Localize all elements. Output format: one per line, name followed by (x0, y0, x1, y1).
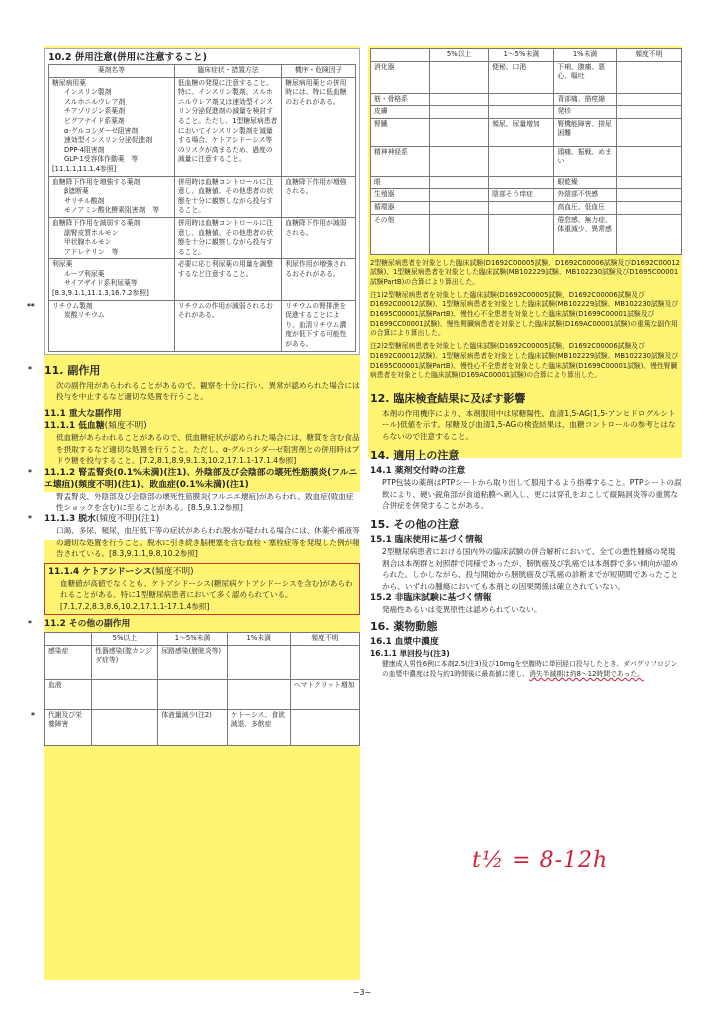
section-15-2-title: 15.2 非臨床試験に基づく情報 (370, 593, 492, 604)
table-header: 機序・危険因子 (282, 65, 356, 78)
table-cell: 尿路感染(膀胱炎等) (158, 645, 227, 679)
drug-name: モノアミン酸化酵素阻害剤 等 (64, 206, 160, 215)
paragraph-text: 健康成人男性6例に本剤2.5(注3)及び10mgを空腹時に単回経口投与したとき、ダパグリフロジンの血漿中濃度は投与約1時間後に最高値に達し、 (382, 660, 678, 679)
table-cell: 循環器 (371, 201, 430, 214)
section-11-1-2-title: 11.1.2 腎盂腎炎(0.1%未満)(注1)、外陰部及び会陰部の壊死性筋膜炎(フルニエ壊疽)(頻度不明)(注1)、敗血症(0.1%未満)(注1) (44, 467, 358, 490)
drug-name: インスリン製剤 (64, 88, 112, 97)
table-cell: 陰部そう痒症 (489, 189, 554, 202)
table-cell: その他 (371, 214, 430, 254)
adverse-event-table-right (370, 48, 682, 255)
table-cell (92, 679, 158, 709)
revision-mark: * (31, 710, 35, 720)
drug-name: ビグアナイド系薬剤 (64, 116, 125, 125)
section-14 (370, 448, 682, 511)
table-row (49, 259, 356, 300)
section-16 (370, 619, 682, 679)
symptom-cell: 併用時は血糖コントロールに注意し、血糖値、その他患者の状態を十分に観察しながら投与すること。 (174, 176, 281, 217)
table-cell (616, 61, 681, 93)
left-column (27, 48, 360, 746)
table-header: 頻度不明 (290, 632, 359, 645)
table-cell: 頻尿、尿量増加 (489, 118, 554, 146)
symptom-cell: 低血糖の発現に注意すること。特に、インスリン製剤、スルホニルウレア剤又は速効型インスリン分泌促進剤の減量を検討すること。ただし、1型糖尿病患者においてインスリン製剤を減量する場合、ケトアシドーシス等のリスクが高まるため、過度の減量に注意すること。 (174, 77, 281, 176)
table-cell: 血液 (45, 679, 92, 709)
table-cell: 便秘、口渇 (489, 61, 554, 93)
table-header: 1〜5%未満 (158, 632, 227, 645)
table-cell (616, 201, 681, 214)
drug-name: 炭酸リチウム (64, 311, 105, 320)
section-11-1-1-text: 低血糖があらわれることがあるので、低血糖症状が認められた場合には、糖質を含む食品を摂取するなど適切な処置を行うこと。ただし、α-グルコシダーゼ阻害剤との併用時はブドウ糖を投与すること。[7.2,8.1,8.9,9.1.3,10.2,17.1.1-17.1.4参照] (56, 433, 360, 466)
revision-mark: * (28, 467, 32, 477)
drug-name: β遮断薬 (64, 187, 89, 196)
section-11-1-3-title (44, 513, 360, 525)
table-cell (290, 645, 359, 679)
footnote-2: 注2)2型糖尿病患者を対象とした臨床試験(D1692C00005試験、D1692C00006試験及びD1692C00012試験)、1型糖尿病患者を対象とした臨床試験(MB102229試験、MB102230試験及びD1695C00001試験PartB)、慢性心不全患者を対象とした臨床試験(D1699C00001試験)、慢性腎臓病患者を対象とした臨床試験(D169AC00001試験)の合算により算出した。 (370, 342, 679, 380)
table-cell: 精神神経系 (371, 146, 430, 176)
drug-name: 速効型インスリン分泌促進剤 (64, 136, 153, 145)
table-header-row (49, 65, 356, 78)
table-cell (31, 709, 92, 745)
table-cell (227, 645, 290, 679)
section-11-1-4-text: 血糖値が高値でなくとも、ケトアシドーシス(糖尿病ケトアシドーシスを含む)があらわれることがある。特に1型糖尿病患者において多く認められている。[7.1,7.2,8.3,8.6,10.2,17.1.1-17.1.4参照] (60, 578, 353, 611)
table-cell: 頭痛、振戦、めまい (554, 146, 616, 176)
mechanism-cell: 血糖降下作用が減弱される。 (282, 217, 356, 258)
section-15 (370, 517, 682, 615)
table-cell: 体液量減少(注2) (158, 709, 227, 745)
table-cell (616, 106, 681, 119)
section-11-1-4-title (48, 566, 356, 578)
section-11-2-title: 11.2 その他の副作用 (44, 618, 131, 629)
footnote: 2型糖尿病患者を対象とした臨床試験(D1692C00005試験、D1692C00006試験及びD1692C00012試験)、1型糖尿病患者を対象とした臨床試験(MB102229試験、MB102230試験及びD1695C00001試験PartB)の合算により算出した。 (370, 258, 681, 286)
page-number: −3− (352, 988, 372, 997)
adverse-event-table-left (31, 632, 360, 746)
table-row (49, 176, 356, 217)
table-cell (92, 709, 158, 745)
table-row (371, 93, 682, 106)
section-15-1-text: 2型糖尿病患者における国内外の臨床試験の併合解析において、全ての悪性腫瘍の発現割合は本剤群と対照群で同様であったが、膀胱癌及び乳癌では本剤群で多い傾向が認められた。しかしながら、投与開始から膀胱癌及び乳癌の診断までが短期間であったことから、いずれの腫瘍においても本剤との因果関係は確立されていない。 (382, 547, 679, 591)
table-cell (616, 93, 681, 106)
drug-name: 血糖降下作用を減弱する薬剤 (52, 218, 141, 227)
section-11-1-2 (28, 467, 360, 514)
section-12-title: 12. 臨床検査結果に及ぼす影響 (370, 392, 526, 405)
drug-name: サイアザイド系利尿薬等 (64, 279, 138, 288)
drug-name: スルホニルウレア剤 (64, 97, 126, 106)
drug-cell (49, 77, 175, 176)
drug-name: ループ利尿薬 (64, 269, 105, 278)
table-header (45, 632, 92, 645)
section-11-1-4-box (44, 563, 360, 615)
section-15-2-text: 発癌性あるいは変異原性は認められていない。 (382, 605, 542, 615)
section-11-intro: 次の副作用があらわれることがあるので、観察を十分に行い、異常が認められた場合には投与を中止するなど適切な処置を行うこと。 (56, 380, 360, 402)
table-cell (489, 214, 554, 254)
drug-name: DPP-4阻害剤 (64, 145, 105, 154)
drug-name: 甲状腺ホルモン (64, 238, 112, 247)
table-row (371, 176, 682, 189)
revision-mark: * (28, 364, 32, 374)
section-12 (370, 391, 682, 442)
table-cell (616, 189, 681, 202)
drug-name: リチウム製剤 (52, 301, 93, 310)
handwritten-annotation: t½ = 8-12h (472, 848, 609, 873)
table-cell (430, 189, 489, 202)
drug-name: 副腎皮質ホルモン (64, 228, 119, 237)
table-row (371, 61, 682, 93)
table-cell: 外陰部不快感 (554, 189, 616, 202)
table-cell: 生殖器 (371, 189, 430, 202)
table-header: 5%以上 (430, 49, 489, 62)
table-row (45, 709, 360, 745)
table-row (371, 106, 682, 119)
table-cell: 感染症 (45, 645, 92, 679)
drug-name: 糖尿病用薬 (52, 78, 86, 87)
drug-name: アドレナリン 等 (64, 247, 119, 256)
table-cell: ヘマトクリット増加 (290, 679, 359, 709)
table-row (371, 201, 682, 214)
table-cell (430, 61, 489, 93)
table-cell: 眼乾燥 (554, 176, 616, 189)
table-cell (616, 214, 681, 254)
table-cell (290, 709, 359, 745)
table-row (49, 217, 356, 258)
section-15-title: 15. その他の注意 (370, 518, 460, 532)
table-row (371, 214, 682, 254)
symptom-cell: 併用時は血糖コントロールに注意し、血糖値、その他患者の状態を十分に観察しながら投与すること。 (174, 217, 281, 258)
revision-mark: ** (27, 301, 35, 311)
drug-cell (27, 300, 175, 351)
section-16-1-title: 16.1 血漿中濃度 (370, 637, 439, 648)
table-header: 薬剤名等 (49, 65, 175, 78)
table-cell: 腎臓 (371, 118, 430, 146)
table-row (371, 146, 682, 176)
table-cell (489, 146, 554, 176)
reference: [11.1.1,11.1.4参照] (52, 164, 117, 173)
reference: [8.3,9.1.1,11.1.3,16.7.2参照] (52, 289, 149, 298)
drug-cell (49, 176, 175, 217)
table-cell: 腎機能障害、排尿困難 (554, 118, 616, 146)
table-cell: 発疹 (554, 106, 616, 119)
table-cell (489, 201, 554, 214)
drug-name: 血糖降下作用を増強する薬剤 (52, 177, 141, 186)
table-cell (430, 93, 489, 106)
section-11-1-3 (28, 513, 360, 559)
drug-name: α-グルコシダーゼ阻害剤 (64, 126, 139, 135)
table-cell: ケトーシス、食欲減退、多飲症 (227, 709, 290, 745)
table-cell: 眼 (371, 176, 430, 189)
right-column (370, 48, 682, 680)
symptom-cell: 必要に応じ利尿薬の用量を調整するなど注意すること。 (174, 259, 281, 300)
subsection-title: 11.1.4 ケトアシドーシス (48, 566, 152, 577)
table-header (371, 49, 430, 62)
table-cell (227, 679, 290, 709)
table-cell (489, 106, 554, 119)
table-row (45, 645, 360, 679)
drug-name: チアゾリジン系薬剤 (64, 107, 126, 116)
section-11-1-2-text: 腎盂腎炎、外陰部及び会陰部の壊死性筋膜炎(フルニエ壊疽)があらわれ、敗血症(敗血症性ショックを含む)に至ることがある。[8.5,9.1.2参照] (56, 491, 354, 513)
table-header-row (371, 49, 682, 62)
symptom-cell: リチウムの作用が減弱されるおそれがある。 (174, 300, 281, 351)
table-cell (430, 118, 489, 146)
drug-name: GLP-1受容体作動薬 等 (64, 155, 139, 164)
table-row (49, 77, 356, 176)
table-cell (616, 176, 681, 189)
drug-name: 利尿薬 (52, 260, 73, 269)
section-16-title: 16. 薬物動態 (370, 620, 438, 634)
frequency-label: (頻度不明) (104, 421, 147, 432)
section-11 (28, 363, 360, 403)
table-cell: 筋・骨格系 (371, 93, 430, 106)
drug-cell (49, 259, 175, 300)
table-cell (430, 146, 489, 176)
table-cell (430, 176, 489, 189)
section-12-text: 本剤の作用機序により、本剤服用中は尿糖陽性、血清1,5-AG(1,5-アンヒドログルシトール)低値を示す。尿糖及び血清1,5-AGの検査結果は、血糖コントロールの参考とはならないので注意すること。 (382, 409, 676, 441)
table-header: 1〜5%未満 (489, 49, 554, 62)
table-header: 頻度不明 (616, 49, 681, 62)
table-header-row (45, 632, 360, 645)
section-10-2-title: 10.2 併用注意(併用に注意すること) (48, 52, 207, 63)
table-cell (489, 93, 554, 106)
table-cell: 皮膚 (371, 106, 430, 119)
section-10-2 (27, 48, 360, 355)
table-header: 5%以上 (92, 632, 158, 645)
table-cell (616, 146, 681, 176)
table-row (49, 300, 356, 351)
subsection-title: 11.1.1 低血糖 (44, 421, 105, 432)
table-cell: 下痢、腹痛、悪心、嘔吐 (554, 61, 616, 93)
table-cell: 高血圧、低血圧 (554, 201, 616, 214)
underlined-half-life-text: 消失半減期は約8〜12時間であった。 (529, 670, 644, 679)
table-cell (430, 106, 489, 119)
table-header: 1%未満 (554, 49, 616, 62)
table-cell (616, 118, 681, 146)
section-11-1 (28, 408, 360, 745)
table-header: 臨床症状・措置方法 (174, 65, 281, 78)
table-cell (430, 214, 489, 254)
table-row (371, 118, 682, 146)
table-row (45, 679, 360, 709)
section-11-title: 11. 副作用 (44, 363, 101, 377)
drug-cell (49, 217, 175, 258)
revision-mark: * (28, 514, 32, 524)
table-cell: 性器感染(膣カンジダ症等) (92, 645, 158, 679)
section-11-2 (28, 618, 360, 630)
section-14-title: 14. 適用上の注意 (370, 449, 460, 463)
section-11-1-1-title (44, 420, 360, 432)
mechanism-cell: リチウムの腎排泄を促進することにより、血清リチウム濃度が低下する可能性がある。 (282, 300, 356, 351)
section-15-1-title: 15.1 臨床使用に基づく情報 (370, 535, 483, 546)
table-header: 1%未満 (227, 632, 290, 645)
footnote-1: 注1)2型糖尿病患者を対象とした臨床試験(D1692C00005試験、D1692C00006試験及びD1692C00012試験)、1型糖尿病患者を対象とした臨床試験(MB102229試験、MB102230試験及びD1695C00001試験PartB)、慢性心不全患者を対象とした臨床試験(D1699C00001試験及びD1699CC00001試験)、慢性腎臓病患者を対象とした臨床試験(D169AC00001試験)の重篤な副作用の合算により算出した。 (370, 290, 679, 338)
section-16-1-1-text (370, 660, 682, 679)
revision-mark: * (28, 618, 32, 628)
table-cell (158, 679, 227, 709)
table-cell (430, 201, 489, 214)
frequency-label: (頻度不明)(注1) (95, 514, 160, 525)
section-16-1-1-title: 16.1.1 単回投与(注3) (370, 649, 450, 659)
section-14-1-text: PTP包装の薬剤はPTPシートから取り出して服用するよう指導すること。PTPシートの誤飲により、硬い鋭角部が食道粘膜へ刺入し、更には穿孔をおこして縦隔洞炎等の重篤な合併症を併発することがある。 (382, 478, 682, 511)
table-cell (489, 176, 554, 189)
table-cell: 消化器 (371, 61, 430, 93)
category-label: 代謝及び栄養障害 (48, 710, 82, 729)
section-11-1-3-text: 口渇、多尿、頻尿、血圧低下等の症状があらわれ脱水が疑われる場合には、休薬や補液等の適切な処置を行うこと。脱水に引き続き脳梗塞を含む血栓・塞栓症等を発現した例が報告されている。[8.3,9.1.1,9.8,10.2参照] (56, 526, 360, 559)
table-row (371, 189, 682, 202)
drug-name: サリチル酸剤 (64, 196, 105, 205)
mechanism-cell: 血糖降下作用が増強される。 (282, 176, 356, 217)
mechanism-cell: 糖尿病用薬との併用時には、特に低血糖のおそれがある。 (282, 77, 356, 176)
mechanism-cell: 利尿作用が増強されるおそれがある。 (282, 259, 356, 300)
interaction-table (27, 64, 356, 352)
footnotes (370, 259, 682, 381)
section-14-1-title: 14.1 薬剤交付時の注意 (370, 466, 466, 477)
subsection-title: 11.1.3 脱水 (44, 514, 96, 525)
section-11-1-title: 11.1 重大な副作用 (44, 409, 122, 420)
table-cell: 背部痛、筋痙縮 (554, 93, 616, 106)
frequency-label: (頻度不明) (151, 566, 194, 577)
table-cell: 倦怠感、無力症、体重減少、異常感 (554, 214, 616, 254)
